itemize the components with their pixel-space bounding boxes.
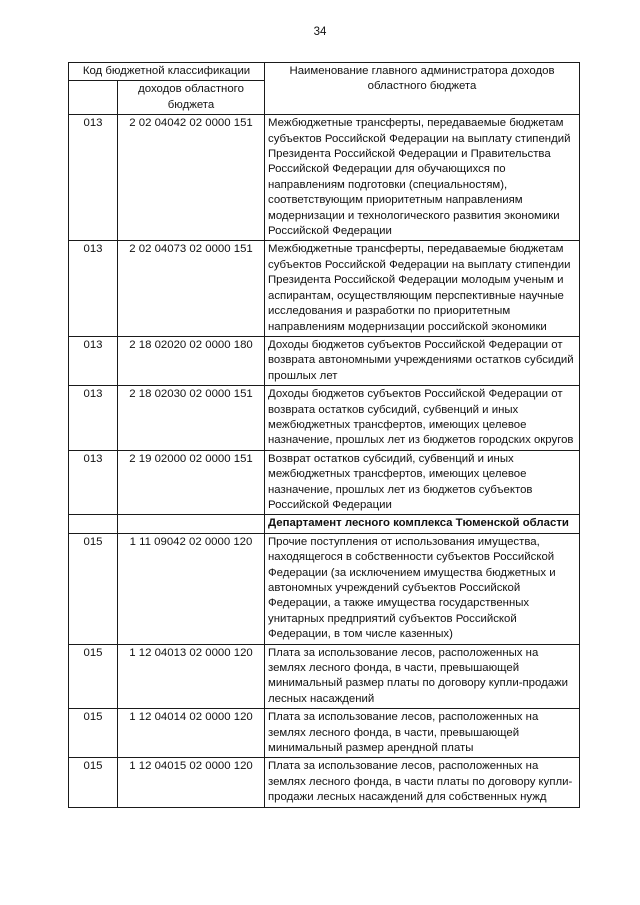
administrator-code-cell: 013	[69, 386, 118, 451]
table-row	[69, 450, 580, 515]
administrator-code-cell: 015	[69, 758, 118, 807]
administrator-code-cell: 015	[69, 644, 118, 709]
income-code-cell: 2 19 02000 02 0000 151	[118, 450, 265, 515]
income-code-cell: 1 11 09042 02 0000 120	[118, 533, 265, 644]
table-row	[69, 709, 580, 758]
page-number: 34	[313, 26, 327, 38]
income-name-cell: Доходы бюджетов субъектов Российской Федерации от возврата автономными учреждениями остатков субсидий прошлых лет	[265, 336, 580, 385]
budget-classification-table	[68, 62, 580, 808]
table-row	[69, 241, 580, 336]
header-administrator-name: Наименование главного администратора доходов областного бюджета	[265, 63, 580, 115]
income-code-cell: 2 18 02030 02 0000 151	[118, 386, 265, 451]
table-row	[69, 115, 580, 241]
income-code-cell: 1 12 04014 02 0000 120	[118, 709, 265, 758]
income-name-cell: Плата за использование лесов, расположенных на землях лесного фонда, в части, превышающей минимальный размер арендной платы	[265, 709, 580, 758]
income-name-cell: Возврат остатков субсидий, субвенций и иных межбюджетных трансфертов, имеющих целевое назначение, прошлых лет из бюджетов субъектов Российской Федерации	[265, 450, 580, 515]
income-code-cell	[118, 515, 265, 533]
header-budget-classification-code: Код бюджетной классификации	[69, 63, 265, 81]
table-row	[69, 644, 580, 709]
income-code-cell: 1 12 04013 02 0000 120	[118, 644, 265, 709]
department-row	[69, 515, 580, 533]
income-name-cell: Межбюджетные трансферты, передаваемые бюджетам субъектов Российской Федерации на выплату стипендий Президента Российской Федерации и Правительства Российской Федерации для обучающихся по направлениям подготовки (специальностям), соответствующим приоритетным направлениям модернизации и технологического развития экономики Российской Федерации	[265, 115, 580, 241]
table-row	[69, 336, 580, 385]
header-row-top	[69, 63, 580, 81]
administrator-code-cell: 013	[69, 115, 118, 241]
income-name-cell: Доходы бюджетов субъектов Российской Федерации от возврата остатков субсидий, субвенций и иных межбюджетных трансфертов, имеющих целевое назначение, прошлых лет из бюджетов городских округов	[265, 386, 580, 451]
department-name-cell: Департамент лесного комплекса Тюменской области	[265, 515, 580, 533]
table-body	[69, 115, 580, 807]
administrator-code-cell: 013	[69, 241, 118, 336]
income-name-cell: Прочие поступления от использования имущества, находящегося в собственности субъектов Российской Федерации (за исключением имущества бюджетных и автономных учреждений субъектов Российской Федерации, а также имущества государственных унитарных предприятий субъектов Российской Федерации, в том числе казенных)	[265, 533, 580, 644]
header-income-code: доходов областного бюджета	[118, 81, 265, 115]
administrator-code-cell: 013	[69, 336, 118, 385]
administrator-code-cell: 013	[69, 450, 118, 515]
income-code-cell: 2 02 04042 02 0000 151	[118, 115, 265, 241]
administrator-code-cell: 015	[69, 709, 118, 758]
income-name-cell: Плата за использование лесов, расположенных на землях лесного фонда, в части, превышающей минимальный размер платы по договору купли-продажи лесных насаждений	[265, 644, 580, 709]
income-code-cell: 2 02 04073 02 0000 151	[118, 241, 265, 336]
table-row	[69, 758, 580, 807]
income-code-cell: 2 18 02020 02 0000 180	[118, 336, 265, 385]
administrator-code-cell	[69, 515, 118, 533]
table-row	[69, 533, 580, 644]
income-name-cell: Плата за использование лесов, расположенных на землях лесного фонда, в части платы по договору купли-продажи лесных насаждений для собственных нужд	[265, 758, 580, 807]
administrator-code-cell: 015	[69, 533, 118, 644]
income-name-cell: Межбюджетные трансферты, передаваемые бюджетам субъектов Российской Федерации на выплату стипендии Президента Российской Федерации молодым ученым и аспирантам, осуществляющим перспективные научные исследования и разработки по приоритетным направлениям модернизации российской экономики	[265, 241, 580, 336]
header-administrator-code	[69, 81, 118, 115]
income-code-cell: 1 12 04015 02 0000 120	[118, 758, 265, 807]
table-row	[69, 386, 580, 451]
